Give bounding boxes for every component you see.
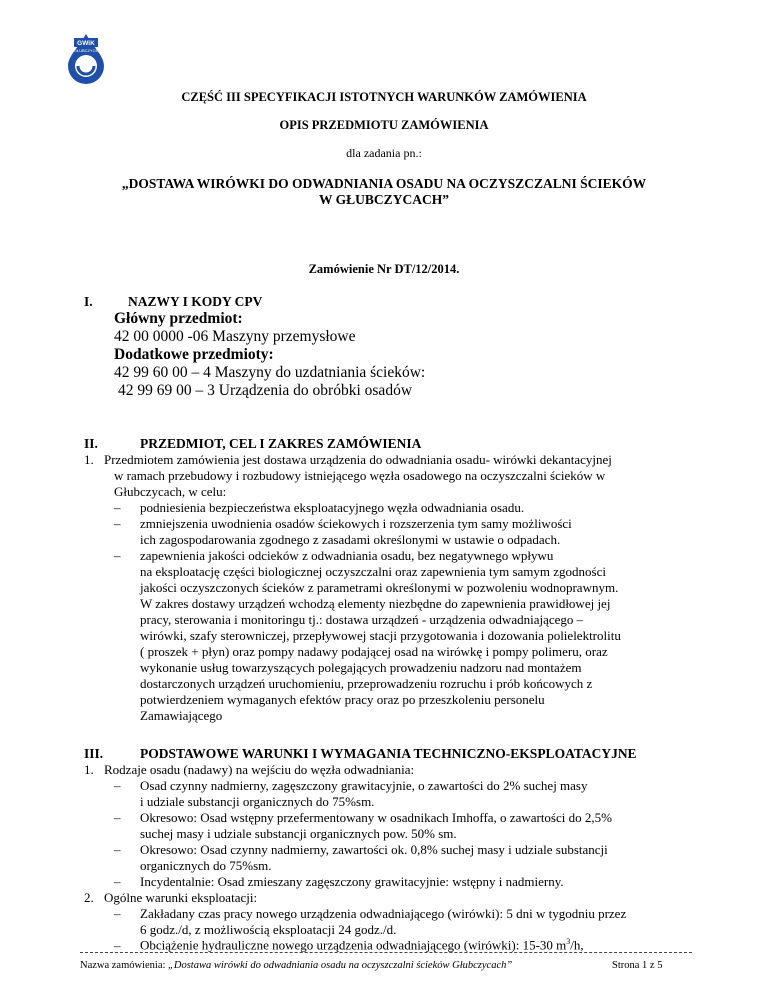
company-logo xyxy=(64,32,108,84)
task-title-line1: „DOSTAWA WIRÓWKI DO ODWADNIANIA OSADU NA OCZYSZCZALNI ŚCIEKÓW xyxy=(121,176,647,191)
scope-line-3: wirówki, szafy sterowniczej, przepływowej stacji przygotowania i dozowania polielektrolitu xyxy=(140,628,621,643)
sludge-b-line2: suchej masy i udziale substancji organicznych pow. 50% sm. xyxy=(140,826,457,841)
bullet-marker: – xyxy=(114,778,121,793)
task-title-line2: W GŁUBCZYCACH” xyxy=(319,192,449,207)
main-subject-label: Główny przedmiot: xyxy=(114,310,243,327)
footer-page-number: Strona 1 z 5 xyxy=(612,960,663,971)
section2-intro-3: Głubczycach, w celu: xyxy=(114,484,227,499)
footer-name-value: „Dostawa wirówki do odwadniania osadu na oczyszczalni ścieków Głubczycach” xyxy=(168,960,513,971)
operation-f-suffix: /h, xyxy=(570,937,584,953)
operation-e-line2: 6 godz./d, z możliwością eksploatacji 24 godz./d. xyxy=(140,922,397,937)
operation-f xyxy=(140,934,688,953)
extra-cpv-code-1: 42 99 60 00 – 4 Maszyny do uzdatniania ścieków: xyxy=(114,364,426,381)
scope-line-7: potwierdzeniem wymaganych efektów pracy oraz po przeszkoleniu personelu xyxy=(140,692,545,707)
scope-line-1: W zakres dostawy urządzeń wchodzą elementy niezbędne do zapewnienia prawidłowej jej xyxy=(140,596,611,611)
section2-number: II. xyxy=(84,436,98,451)
section2-title: PRZEDMIOT, CEL I ZAKRES ZAMÓWIENIA xyxy=(140,436,422,451)
section3-item1-text: Rodzaje osadu (nadawy) na wejściu do węzła odwadniania: xyxy=(104,762,415,777)
goal-bullet-3-line2: na eksploatację części biologicznej oczyszczalni oraz zapewnienia tym samym zgodności xyxy=(140,564,606,579)
logo-drop-icon xyxy=(64,32,108,84)
footer-name-label: Nazwa zamówienia: xyxy=(80,960,166,971)
bullet-marker: – xyxy=(114,874,121,889)
bullet-marker: – xyxy=(114,500,121,515)
scope-line-8: Zamawiającego xyxy=(140,708,223,723)
extra-subjects-label: Dodatkowe przedmioty: xyxy=(114,346,274,363)
bullet-marker: – xyxy=(114,516,121,531)
scope-line-2: pracy, sterowania i monitoringu tj.: dostawa urządzeń - urządzenia odwadniającego – xyxy=(140,612,584,627)
section3-number: III. xyxy=(84,746,104,761)
sludge-a-line1: Osad czynny nadmierny, zagęszczony grawitacyjnie, o zawartości do 2% suchej masy xyxy=(140,778,588,793)
goal-bullet-3-line3: jakości oczyszczonych ścieków z parametrami określonymi w pozwoleniu wodnoprawnym. xyxy=(140,580,619,595)
bullet-marker: – xyxy=(114,938,121,953)
goal-bullet-1: podniesienia bezpieczeństwa eksploatacyjnego węzła odwadniania osadu. xyxy=(140,500,525,515)
scope-line-6: dostarczonych urządzeń uruchomieniu, przeprowadzeniu rozruchu i prób końcowych z xyxy=(140,676,593,691)
sludge-b-line1: Okresowo: Osad wstępny przefermentowany w osadnikach Imhoffa, o zawartości do 2,5% xyxy=(140,810,612,825)
section3-item2-number: 2. xyxy=(84,890,94,905)
scope-line-5: wykonanie usług towarzyszących polegających prowadzeniu nadzoru nad montażem xyxy=(140,660,582,675)
section2-item-number: 1. xyxy=(84,452,94,467)
footer-divider xyxy=(80,952,692,953)
main-cpv-code: 42 00 0000 -06 Maszyny przemysłowe xyxy=(114,328,356,345)
sludge-c-line2: organicznych do 75%sm. xyxy=(140,858,272,873)
bullet-marker: – xyxy=(114,548,121,563)
section2-intro-2: w ramach przebudowy i rozbudowy istniejącego węzła osadowego na oczyszczalni ścieków w xyxy=(114,468,606,483)
goal-bullet-3-line1: zapewnienia jakości odcieków z odwadniania osadu, bez negatywnego wpływu xyxy=(140,548,554,563)
bullet-marker: – xyxy=(114,810,121,825)
section3-item1-number: 1. xyxy=(84,762,94,777)
operation-f-text: Obciążenie hydrauliczne nowego urządzenia odwadniającego (wirówki): 15-30 m xyxy=(140,937,567,953)
for-task-label: dla zadania pn.: xyxy=(346,146,422,160)
subject-title: OPIS PRZEDMIOTU ZAMÓWIENIA xyxy=(279,118,489,132)
svg-text:GWiK: GWiK xyxy=(77,40,95,47)
section2-intro-1: Przedmiotem zamówienia jest dostawa urządzenia do odwadniania osadu- wirówki dekantacyjnej xyxy=(104,452,612,467)
goal-bullet-2-line2: ich zagospodarowania zgodnego z zasadami określonymi w ustawie o odpadach. xyxy=(140,532,561,547)
svg-text:GŁUBCZYCE: GŁUBCZYCE xyxy=(73,48,99,53)
section1-title: NAZWY I KODY CPV xyxy=(128,294,263,309)
sludge-d: Incydentalnie: Osad zmieszany zagęszczony grawitacyjnie: wstępny i nadmierny. xyxy=(140,874,564,889)
section1-number: I. xyxy=(84,294,93,309)
goal-bullet-2-line1: zmniejszenia uwodnienia osadów ściekowych i rozszerzenia tym samy możliwości xyxy=(140,516,572,531)
bullet-marker: – xyxy=(114,842,121,857)
order-number: Zamówienie Nr DT/12/2014. xyxy=(308,262,460,276)
extra-cpv-code-2: 42 99 69 00 – 3 Urządzenia do obróbki osadów xyxy=(118,382,413,399)
section3-item2-text: Ogólne warunki eksploatacji: xyxy=(104,890,258,905)
operation-e-line1: Zakładany czas pracy nowego urządzenia odwadniającego (wirówki): 5 dni w tygodniu przez xyxy=(140,906,627,921)
bullet-marker: – xyxy=(114,906,121,921)
section3-title: PODSTAWOWE WARUNKI I WYMAGANIA TECHNICZNO-EKSPLOATACYJNE xyxy=(140,746,637,761)
footer-order-name xyxy=(80,960,512,971)
operation-f-superscript: 3 xyxy=(566,937,571,946)
sludge-c-line1: Okresowo: Osad czynny nadmierny, zawartości ok. 0,8% suchej masy i udziale substancji xyxy=(140,842,608,857)
scope-line-4: ( proszek + płyn) oraz pompy nadawy podającej osad na wirówkę i pompy polimeru, oraz xyxy=(140,644,608,659)
part-title: CZĘŚĆ III SPECYFIKACJI ISTOTNYCH WARUNKÓW ZAMÓWIENIA xyxy=(181,90,587,104)
sludge-a-line2: i udziale substancji organicznych do 75%sm. xyxy=(140,794,375,809)
